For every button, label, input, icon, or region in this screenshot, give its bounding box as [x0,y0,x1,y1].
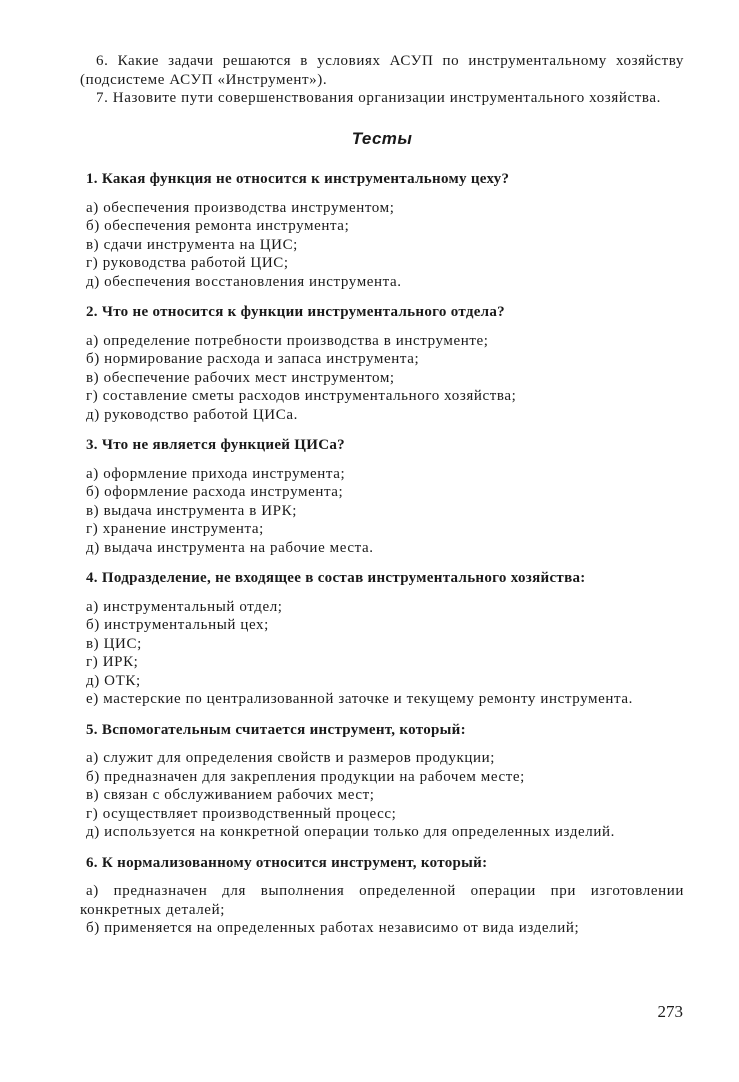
question-title: 4. Подразделение, не входящее в состав инструментального хозяйства: [86,570,586,586]
option: б) применяется на определенных работах независимо от вида изделий; [86,920,580,936]
option: б) нормирование расхода и запаса инструмента; [86,351,420,367]
option: в) выдача инструмента в ИРК; [86,502,297,519]
option: а) служит для определения свойств и размеров продукции; [86,750,496,766]
option: а) предназначен для выполнения определенной операции при изготовлении конкретных деталей; [80,883,684,918]
question-title: 3. Что не является функцией ЦИСа? [86,437,345,453]
options-list [80,882,684,938]
question-block-5 [80,721,684,842]
option: б) обеспечения ремонта инструмента; [86,218,350,234]
option: г) ИРК; [86,654,139,670]
section-heading: Тесты [351,128,413,148]
options-list [80,749,684,842]
question-block-4 [80,569,684,709]
question-title: 2. Что не относится к функции инструментального отдела? [86,304,505,320]
option: г) хранение инструмента; [86,521,264,537]
question-title: 5. Вспомогательным считается инструмент, который: [86,721,466,738]
options-list [80,199,684,292]
page-content [80,52,684,947]
option: г) руководства работой ЦИС; [86,255,289,271]
options-list [80,332,684,425]
option: д) ОТК; [86,672,141,689]
option: в) обеспечение рабочих мест инструментом; [86,369,395,386]
question-title: 1. Какая функция не относится к инструментальному цеху? [86,171,510,187]
option: г) составление сметы расходов инструментального хозяйства; [86,388,517,404]
intro-item-7: 7. Назовите пути совершенствования организации инструментального хозяйства. [96,90,661,106]
option: д) выдача инструмента на рабочие места. [86,539,374,556]
question-block-2 [80,303,684,424]
option: в) ЦИС; [86,635,142,652]
question-block-3 [80,436,684,557]
question-title: 6. К нормализованному относится инструмент, который: [86,854,488,871]
options-list [80,465,684,558]
question-block-1 [80,170,684,291]
option: д) руководство работой ЦИСа. [86,406,298,423]
option: д) используется на конкретной операции только для определенных изделий. [86,824,615,840]
option: д) обеспечения восстановления инструмента. [86,273,402,290]
intro-item-6: 6. Какие задачи решаются в условиях АСУП по инструментальному хозяйству (подсистеме АСУП «Инструмент»). [80,53,684,88]
option: б) оформление расхода инструмента; [86,484,344,500]
option: а) обеспечения производства инструментом; [86,199,395,216]
option: а) оформление прихода инструмента; [86,465,346,482]
option: б) инструментальный цех; [86,617,269,633]
option: г) осуществляет производственный процесс; [86,805,397,822]
option: е) мастерские по централизованной заточке и текущему ремонту инструмента. [86,691,633,707]
option: а) инструментальный отдел; [86,598,283,615]
question-block-6 [80,854,684,938]
option: в) связан с обслуживанием рабочих мест; [86,787,375,803]
option: в) сдачи инструмента на ЦИС; [86,236,298,253]
option: б) предназначен для закрепления продукции на рабочем месте; [86,768,525,785]
page-number: 273 [657,1002,683,1021]
options-list [80,598,684,709]
option: а) определение потребности производства в инструменте; [86,332,489,349]
